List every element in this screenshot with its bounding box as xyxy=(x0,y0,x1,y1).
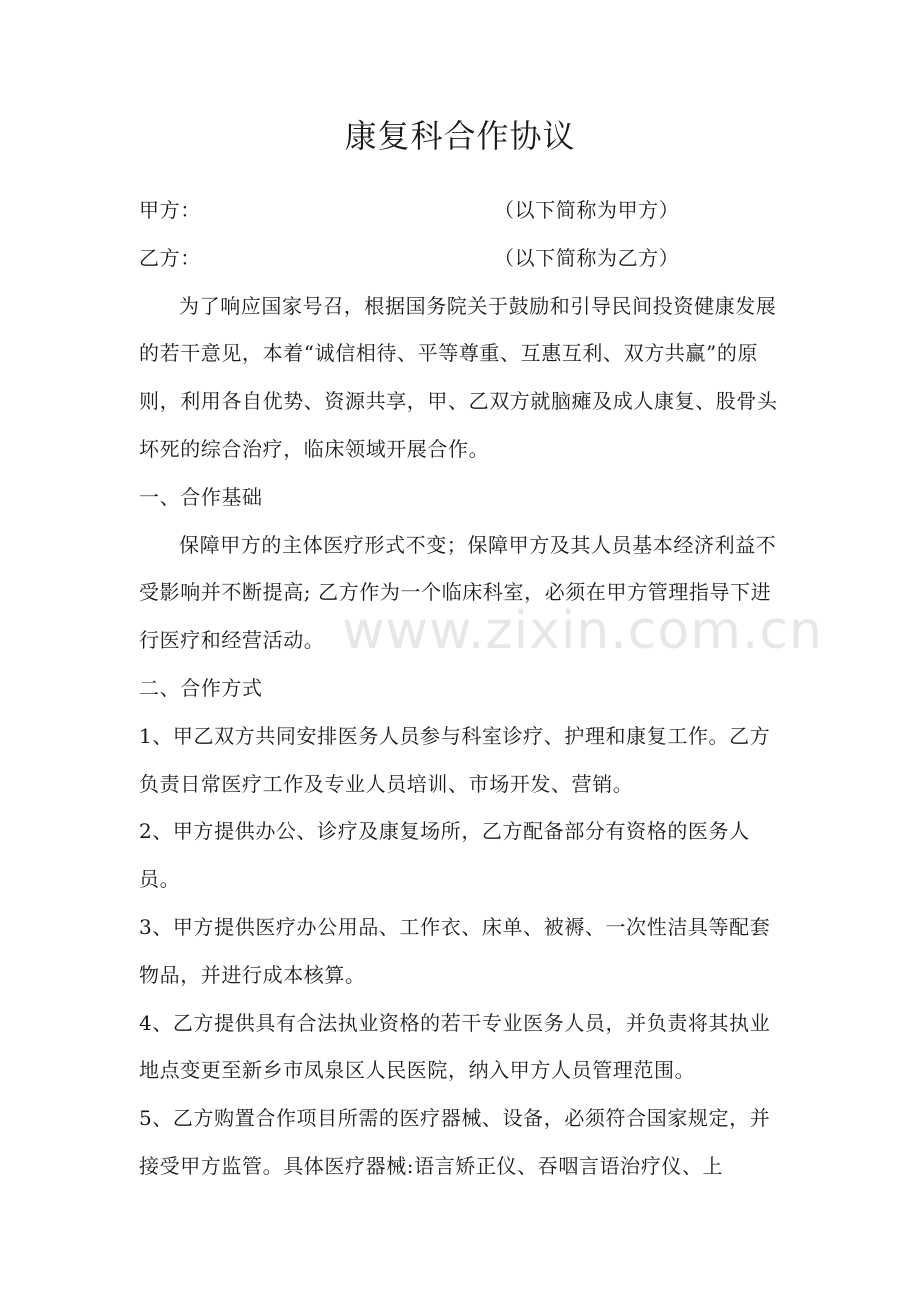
document-title: 康复科合作协议 xyxy=(344,117,576,155)
clause-3: 3、甲方提供医疗办公用品、工作衣、床单、被褥、一次性洁具等配套物品，并进行成本核算。 xyxy=(139,914,771,987)
document-body xyxy=(139,187,789,1191)
watermark: www.zixin.com.cn xyxy=(342,601,823,661)
intro-paragraph: 为了响应国家号召，根据国务院关于鼓励和引导民间投资健康发展的若干意见，本着“诚信相待、平等尊重、互惠互利、双方共赢”的原则，利用各自优势、资源共享，甲、乙双方就脑瘫及成人康复、股骨头坏死的综合治疗，临床领域开展合作。 xyxy=(139,293,778,461)
party-b-note: （以下简称为乙方） xyxy=(494,245,680,270)
section1-body: 保障甲方的主体医疗形式不变；保障甲方及其人员基本经济利益不受影响并不断提高; 乙方作为一个临床科室，必须在甲方管理指导下进行医疗和经营活动。 xyxy=(139,532,777,653)
section2-heading: 二、合作方式 xyxy=(139,675,263,700)
clause-2: 2、甲方提供办公、诊疗及康复场所，乙方配备部分有资格的医务人员。 xyxy=(139,819,750,892)
party-a-label: 甲方： xyxy=(139,198,201,222)
party-b-label: 乙方： xyxy=(139,245,201,270)
clause-4: 4、乙方提供具有合法执业资格的若干专业医务人员，并负责将其执业地点变更至新乡市凤泉区人民医院，纳入甲方人员管理范围。 xyxy=(139,1010,771,1083)
party-a-note: （以下简称为甲方） xyxy=(494,198,680,222)
clause-1: 1、甲乙双方共同安排医务人员参与科室诊疗、护理和康复工作。乙方负责日常医疗工作及专业人员培训、市场开发、营销。 xyxy=(139,723,771,796)
party-b-line xyxy=(139,235,789,283)
party-a-line xyxy=(139,187,789,235)
section1-heading: 一、合作基础 xyxy=(139,484,263,509)
clause-5: 5、乙方购置合作项目所需的医疗器械、设备，必须符合国家规定，并接受甲方监管。具体医疗器械:语言矫正仪、吞咽言语治疗仪、上 xyxy=(139,1106,771,1178)
